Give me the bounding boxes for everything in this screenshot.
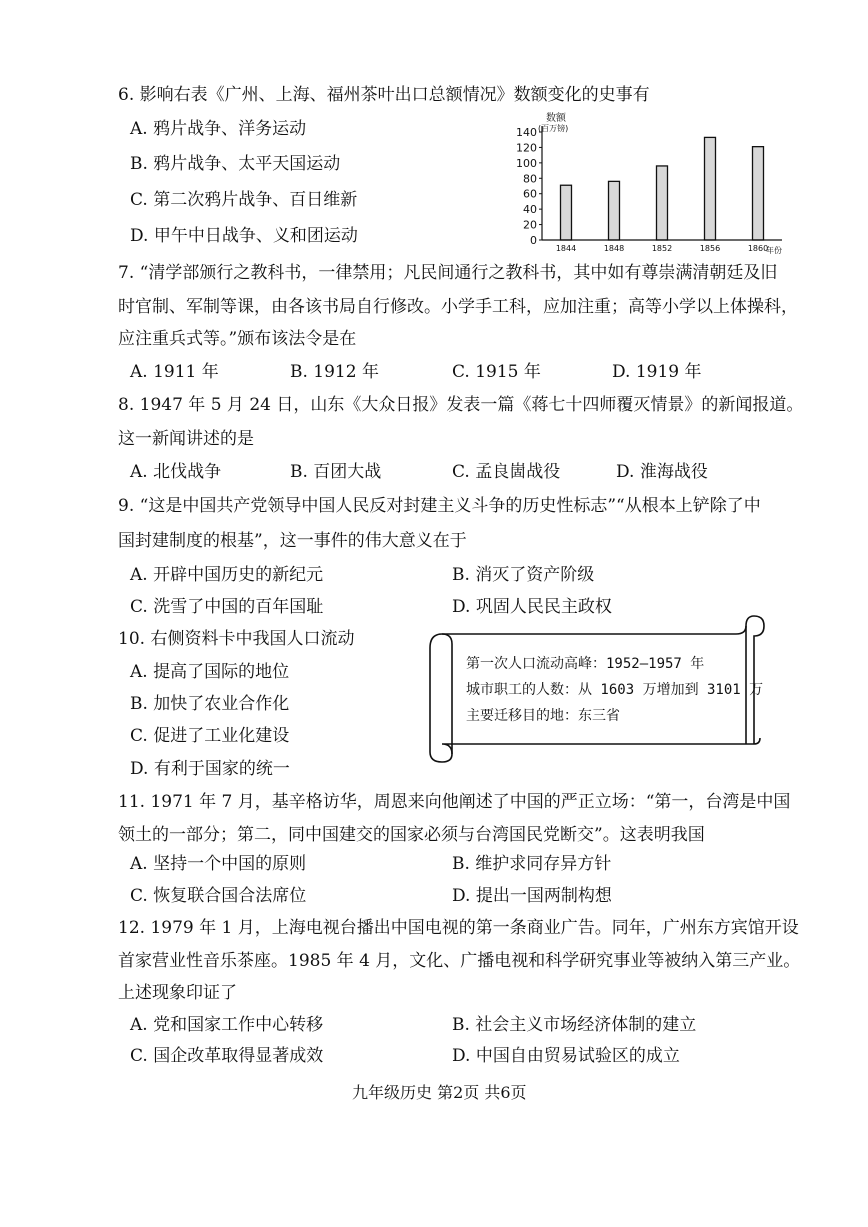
- y-tick-label: 80: [523, 172, 537, 186]
- q6-stem: 6. 影响右表《广州、上海、福州茶叶出口总额情况》数额变化的史事有: [118, 85, 650, 105]
- card-line-1: 第一次人口流动高峰：1952—1957 年: [466, 656, 705, 672]
- q8-option-b: B. 百团大战: [290, 462, 382, 482]
- chart-yunit: (百万镑): [538, 124, 569, 133]
- q8-stem-line-2: 这一新闻讲述的是: [118, 429, 254, 449]
- y-tick-label: 0: [530, 234, 537, 247]
- q11-option-d: D. 提出一国两制构想: [452, 886, 612, 906]
- q12-stem-line-2: 首家营业性音乐茶座。1985 年 4 月，文化、广播电视和科学研究事业等被纳入第三产业。: [118, 951, 801, 971]
- page-footer: 九年级历史 第2页 共6页: [352, 1083, 527, 1102]
- q7-option-a: A. 1911 年: [130, 362, 219, 382]
- y-tick-label: 120: [516, 141, 537, 155]
- x-tick-label: 1856: [699, 244, 721, 253]
- q9-stem-line-2: 国封建制度的根基”，这一事件的伟大意义在于: [118, 531, 467, 551]
- q8-option-d: D. 淮海战役: [616, 462, 708, 482]
- chart-bars: [561, 137, 764, 240]
- chart-xlabel: 年份: [766, 246, 782, 255]
- x-tick-label: 1844: [555, 244, 577, 253]
- x-tick-label: 1860: [747, 244, 769, 253]
- q9-option-b: B. 消灭了资产阶级: [452, 565, 595, 585]
- q12-option-b: B. 社会主义市场经济体制的建立: [452, 1015, 697, 1035]
- q11-option-c: C. 恢复联合国合法席位: [130, 886, 307, 906]
- x-tick-label: 1848: [603, 244, 625, 253]
- q9-stem-line-1: 9. “这是中国共产党领导中国人民反对封建主义斗争的历史性标志”“从根本上铲除了中: [118, 496, 761, 516]
- q10-option-b: B. 加快了农业合作化: [130, 694, 290, 714]
- bar: [609, 181, 620, 240]
- q11-option-a: A. 坚持一个中国的原则: [130, 854, 307, 874]
- x-tick-label: 1852: [651, 244, 673, 253]
- q6-option-d: D. 甲午中日战争、义和团运动: [130, 226, 358, 246]
- y-tick-label: 60: [523, 187, 537, 201]
- q12-stem-line-1: 12. 1979 年 1 月，上海电视台播出中国电视的第一条商业广告。同年，广州东方宾馆开设: [118, 918, 799, 938]
- q11-stem-line-1: 11. 1971 年 7 月，基辛格访华，周恩来向他阐述了中国的严正立场：“第一，台湾是中国: [118, 792, 791, 812]
- bar: [561, 185, 572, 240]
- q11-stem-line-2: 领土的一部分；第二，同中国建交的国家必须与台湾国民党断交”。这表明我国: [118, 825, 705, 845]
- q7-option-b: B. 1912 年: [290, 362, 379, 382]
- bar: [657, 166, 668, 240]
- q9-option-a: A. 开辟中国历史的新纪元: [130, 565, 324, 585]
- q9-option-c: C. 洗雪了中国的百年国耻: [130, 597, 324, 617]
- q11-option-b: B. 维护求同存异方针: [452, 854, 612, 874]
- chart-x-axis: [542, 240, 782, 253]
- q12-option-d: D. 中国自由贸易试验区的成立: [452, 1046, 680, 1066]
- card-line-3: 主要迁移目的地：东三省: [466, 708, 620, 724]
- q6-option-b: B. 鸦片战争、太平天国运动: [130, 154, 341, 174]
- q12-option-c: C. 国企改革取得显著成效: [130, 1046, 324, 1066]
- y-tick-label: 140: [516, 126, 537, 139]
- q12-option-a: A. 党和国家工作中心转移: [130, 1015, 324, 1035]
- q10-option-c: C. 促进了工业化建设: [130, 726, 290, 746]
- card-line-2: 城市职工的人数：从 1603 万增加到 3101 万: [466, 682, 764, 698]
- y-tick-label: 100: [516, 156, 537, 170]
- chart-ylabel: 数额: [546, 113, 566, 124]
- q10-option-d: D. 有利于国家的统一: [130, 759, 290, 779]
- q6-option-a: A. 鸦片战争、洋务运动: [130, 119, 307, 139]
- tea-export-bar-chart: [512, 112, 788, 260]
- q7-option-d: D. 1919 年: [612, 362, 702, 382]
- y-tick-label: 20: [523, 218, 537, 232]
- q8-stem-line-1: 8. 1947 年 5 月 24 日，山东《大众日报》发表一篇《蒋七十四师覆灭情景》的新闻报道。: [118, 395, 804, 415]
- q7-option-c: C. 1915 年: [452, 362, 541, 382]
- bar: [753, 147, 764, 240]
- q7-stem-line-1: 7. “清学部颁行之教科书，一律禁用；凡民间通行之教科书，其中如有尊崇满清朝廷及旧: [118, 263, 778, 283]
- y-tick-label: 40: [523, 203, 537, 217]
- q7-stem-line-3: 应注重兵式等。”颁布该法令是在: [118, 329, 357, 349]
- q10-option-a: A. 提高了国际的地位: [130, 662, 290, 682]
- q12-stem-line-3: 上述现象印证了: [118, 983, 237, 1003]
- q8-option-a: A. 北伐战争: [130, 462, 222, 482]
- q6-option-c: C. 第二次鸦片战争、百日维新: [130, 190, 358, 210]
- q8-option-c: C. 孟良崮战役: [452, 462, 561, 482]
- chart-y-axis: [516, 126, 542, 247]
- q9-option-d: D. 巩固人民民主政权: [452, 597, 612, 617]
- q10-stem: 10. 右侧资料卡中我国人口流动: [118, 629, 355, 649]
- q7-stem-line-2: 时官制、军制等课，由各该书局自行修改。小学手工科，应加注重；高等小学以上体操科，: [118, 297, 798, 317]
- bar: [705, 137, 716, 240]
